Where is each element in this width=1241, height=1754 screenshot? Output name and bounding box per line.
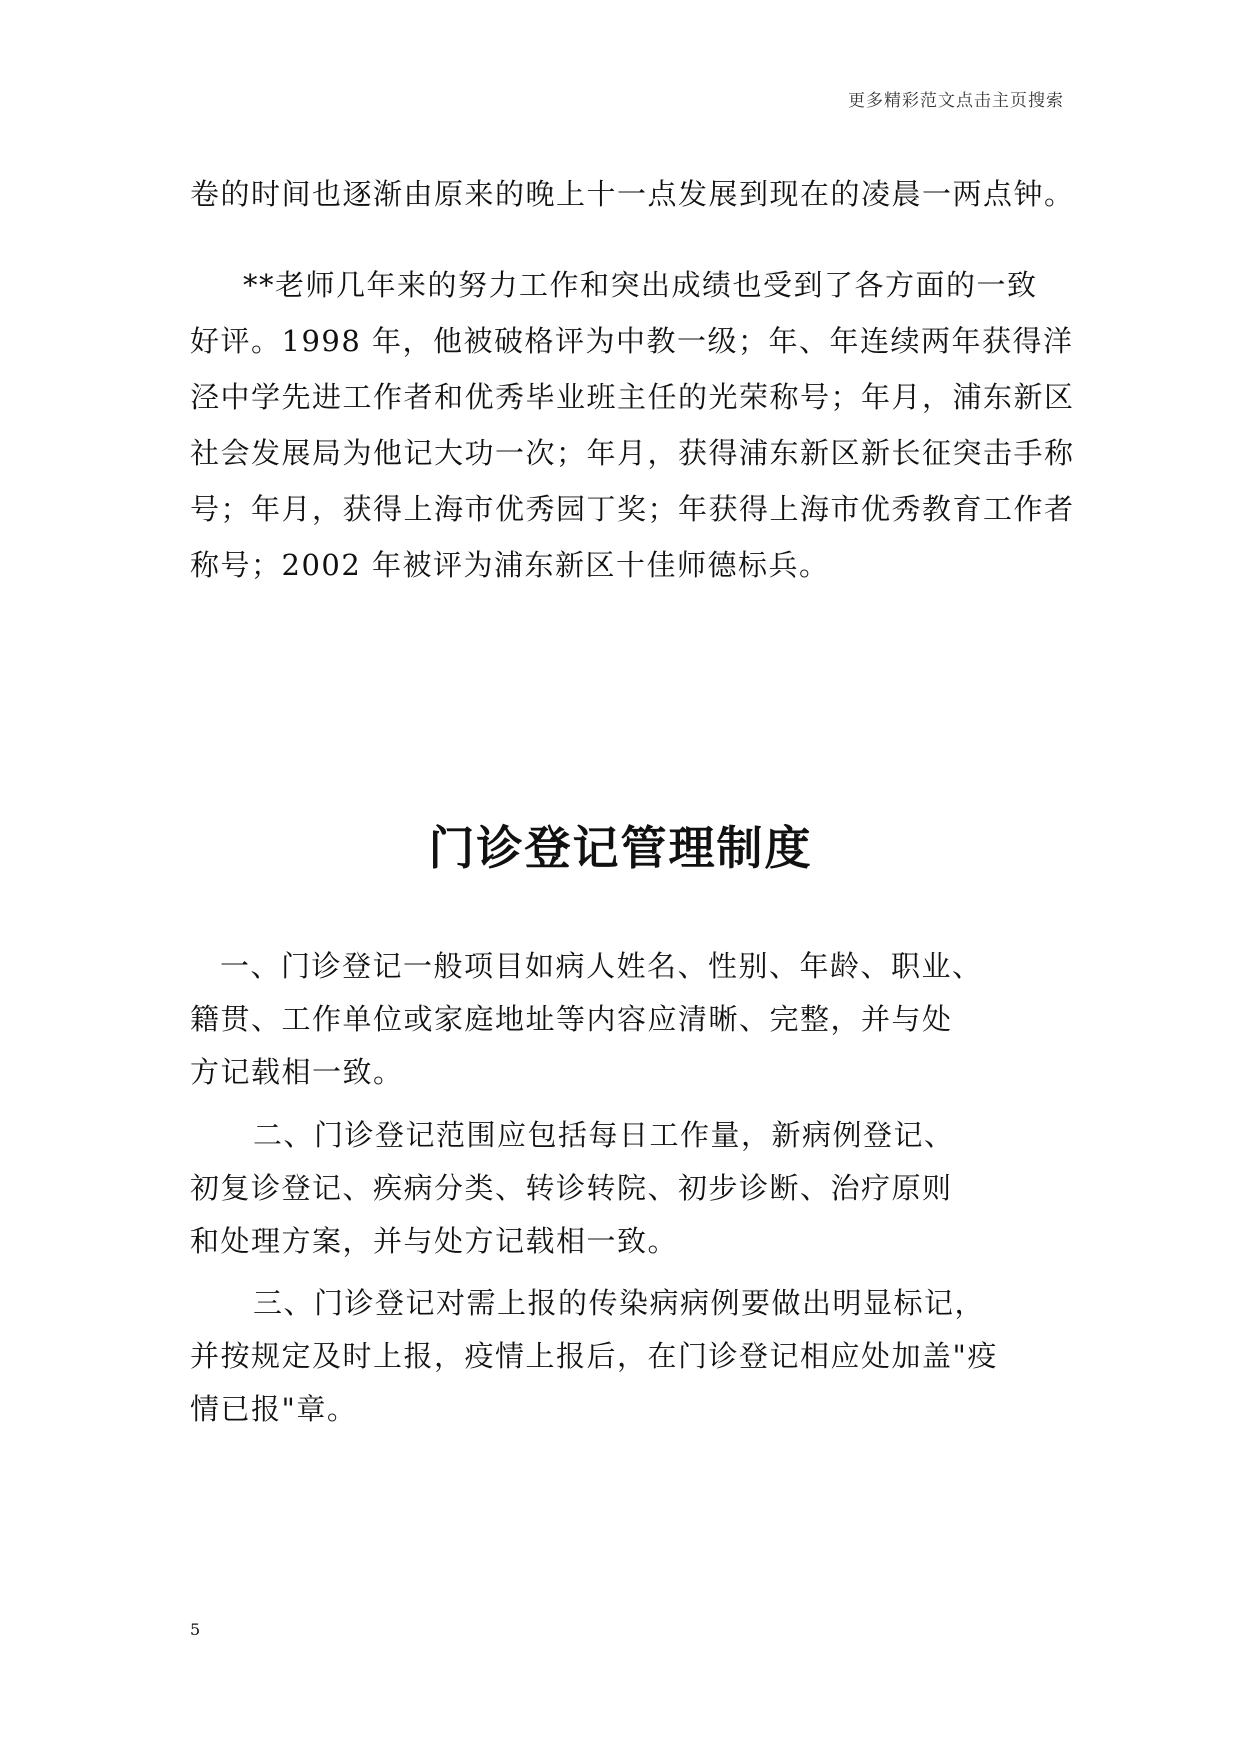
regulation-line: 一、门诊登记一般项目如病人姓名、性别、年龄、职业、 — [220, 949, 983, 983]
achievement-line: 好评。1998 年，他被破格评为中教一级；年、年连续两年获得洋 — [190, 324, 1074, 358]
regulation-line: 初复诊登记、疾病分类、转诊转院、初步诊断、治疗原则 — [190, 1171, 953, 1205]
regulation-line: 二、门诊登记范围应包括每日工作量，新病例登记、 — [253, 1118, 955, 1152]
achievement-line: 泾中学先进工作者和优秀毕业班主任的光荣称号；年月，浦东新区 — [190, 380, 1075, 414]
regulation-line: 籍贯、工作单位或家庭地址等内容应清晰、完整，并与处 — [190, 1002, 953, 1036]
intro-line: 卷的时间也逐渐由原来的晚上十一点发展到现在的凌晨一两点钟。 — [190, 177, 1075, 211]
regulation-line: 方记载相一致。 — [190, 1055, 404, 1089]
regulation-line: 情已报"章。 — [190, 1392, 358, 1426]
regulation-line: 三、门诊登记对需上报的传染病病例要做出明显标记， — [253, 1286, 986, 1320]
achievement-line: 号；年月，获得上海市优秀园丁奖；年获得上海市优秀教育工作者 — [190, 492, 1075, 526]
page-number: 5 — [190, 1620, 201, 1639]
achievement-line: 社会发展局为他记大功一次；年月，获得浦东新区新长征突击手称 — [190, 436, 1075, 470]
section-title: 门诊登记管理制度 — [428, 821, 813, 875]
header-note: 更多精彩范文点击主页搜索 — [848, 91, 1064, 111]
regulation-line: 并按规定及时上报，疫情上报后，在门诊登记相应处加盖"疫 — [190, 1339, 998, 1373]
achievement-line: 称号；2002 年被评为浦东新区十佳师德标兵。 — [190, 548, 830, 582]
regulation-line: 和处理方案，并与处方记载相一致。 — [190, 1224, 679, 1258]
achievement-line: **老师几年来的努力工作和突出成绩也受到了各方面的一致 — [243, 268, 1038, 302]
